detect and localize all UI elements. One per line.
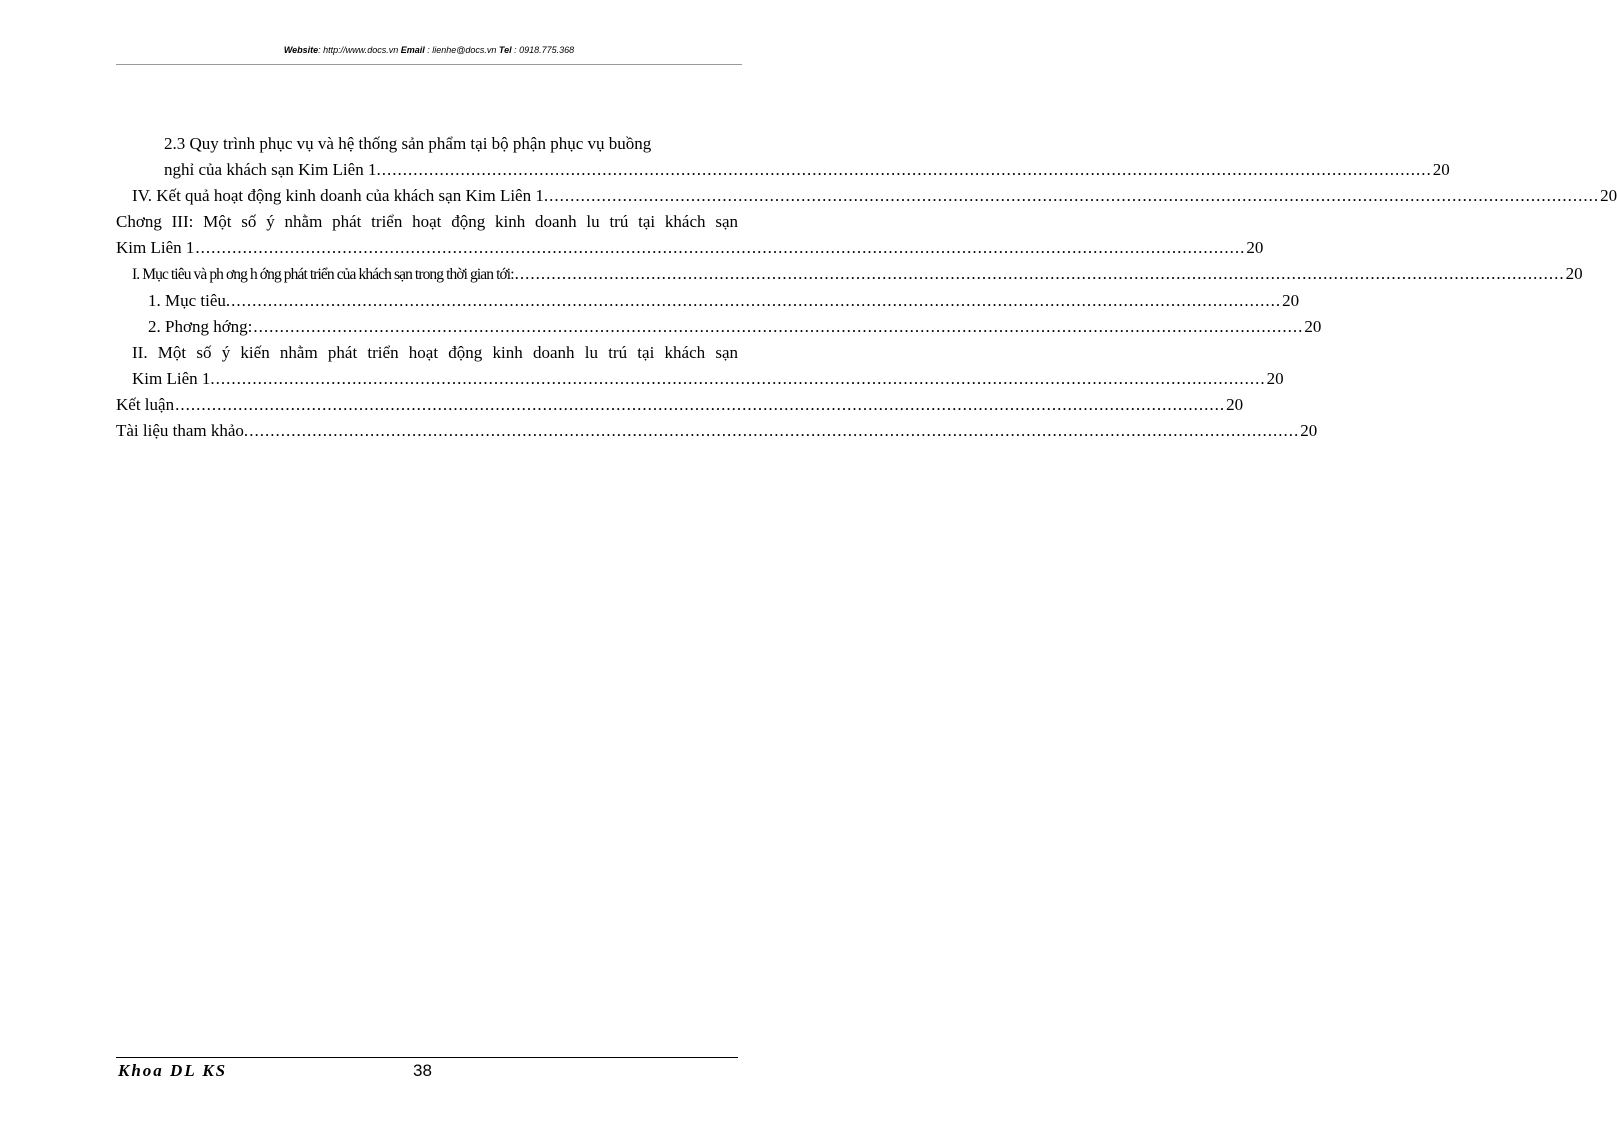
toc-page-number: 20 — [1432, 160, 1450, 179]
toc-leader: ........................................................................................................................................................................................................ — [549, 186, 1600, 205]
email-label: Email — [400, 45, 425, 55]
toc-page-number: 20 — [1300, 421, 1318, 440]
table-of-contents — [116, 131, 1617, 444]
toc-entry-i — [116, 261, 1583, 288]
tel-label: Tel — [498, 45, 512, 55]
toc-entry-text: nghỉ của khách sạn Kim Liên 1. — [164, 160, 381, 179]
toc-entry-2-3-line1: 2.3 Quy trình phục vụ và hệ thống sản phẩm tại bộ phận phục vụ buồng — [164, 134, 652, 153]
email-value: : lienhe@docs.vn — [424, 45, 499, 55]
page-header — [116, 45, 742, 55]
toc-leader: ........................................................................................................................................................................................................ — [381, 160, 1432, 179]
toc-page-number: 20 — [1565, 264, 1583, 283]
toc-leader: ........................................................................................................................................................................................................ — [175, 395, 1226, 414]
toc-entry-text: Kết luận — [116, 395, 175, 414]
footer-page-number: 38 — [413, 1061, 432, 1080]
toc-entry-ii-line1: II. Một số ý kiến nhằm phát triển hoạt động kinh doanh lu trú tại khách sạn — [132, 343, 738, 362]
toc-leader: ........................................................................................................................................................................................................ — [231, 291, 1282, 310]
toc-leader: ........................................................................................................................................................................................................ — [253, 317, 1304, 336]
footer-department: Khoa DL KS — [118, 1061, 228, 1080]
toc-page-number: 20 — [1266, 369, 1284, 388]
toc-chapter-iii-line2 — [116, 235, 1264, 261]
toc-entry-ii-line2 — [116, 366, 1284, 392]
toc-page-number: 20 — [1226, 395, 1244, 414]
tel-value: : 0918.775.368 — [511, 45, 575, 55]
toc-chapter-iii-line1: Chơng III: Một số ý nhằm phát triển hoạt động kinh doanh lu trú tại khách sạn — [116, 212, 738, 231]
toc-entry-ket-luan — [116, 392, 1244, 418]
toc-leader: ........................................................................................................................................................................................................ — [249, 421, 1300, 440]
toc-leader: ........................................................................................................................................................................................................ — [514, 264, 1565, 283]
toc-entry-text: IV. Kết quả hoạt động kinh doanh của khách sạn Kim Liên 1. — [132, 186, 549, 205]
toc-leader: ........................................................................................................................................................................................................ — [215, 369, 1266, 388]
footer-rule — [116, 1057, 738, 1058]
header-rule — [116, 64, 742, 65]
toc-entry-text: 1. Mục tiêu. — [148, 291, 231, 310]
toc-entry-text: Tài liệu tham khảo. — [116, 421, 249, 440]
toc-entry-text: Kim Liên 1 — [116, 238, 195, 257]
toc-entry-i-2 — [116, 314, 1322, 340]
toc-leader: ........................................................................................................................................................................................................ — [195, 238, 1246, 257]
toc-entry-text: Kim Liên 1. — [132, 369, 215, 388]
toc-entry-2-3-line2 — [116, 157, 1450, 183]
website-label: Website — [283, 45, 319, 55]
toc-page-number: 20 — [1246, 238, 1264, 257]
toc-page-number: 20 — [1282, 291, 1300, 310]
toc-entry-iv — [116, 183, 1617, 209]
toc-entry-text: 2. Phơng hớng: — [148, 317, 253, 336]
toc-page-number: 20 — [1304, 317, 1322, 336]
toc-entry-text: I. Mục tiêu và ph ơng h ớng phát triển của khách sạn trong thời gian tới: — [132, 266, 514, 283]
toc-page-number: 20 — [1600, 186, 1617, 205]
toc-entry-tai-lieu — [116, 418, 1318, 444]
website-value: : http://www.docs.vn — [318, 45, 401, 55]
toc-entry-i-1 — [116, 288, 1300, 314]
